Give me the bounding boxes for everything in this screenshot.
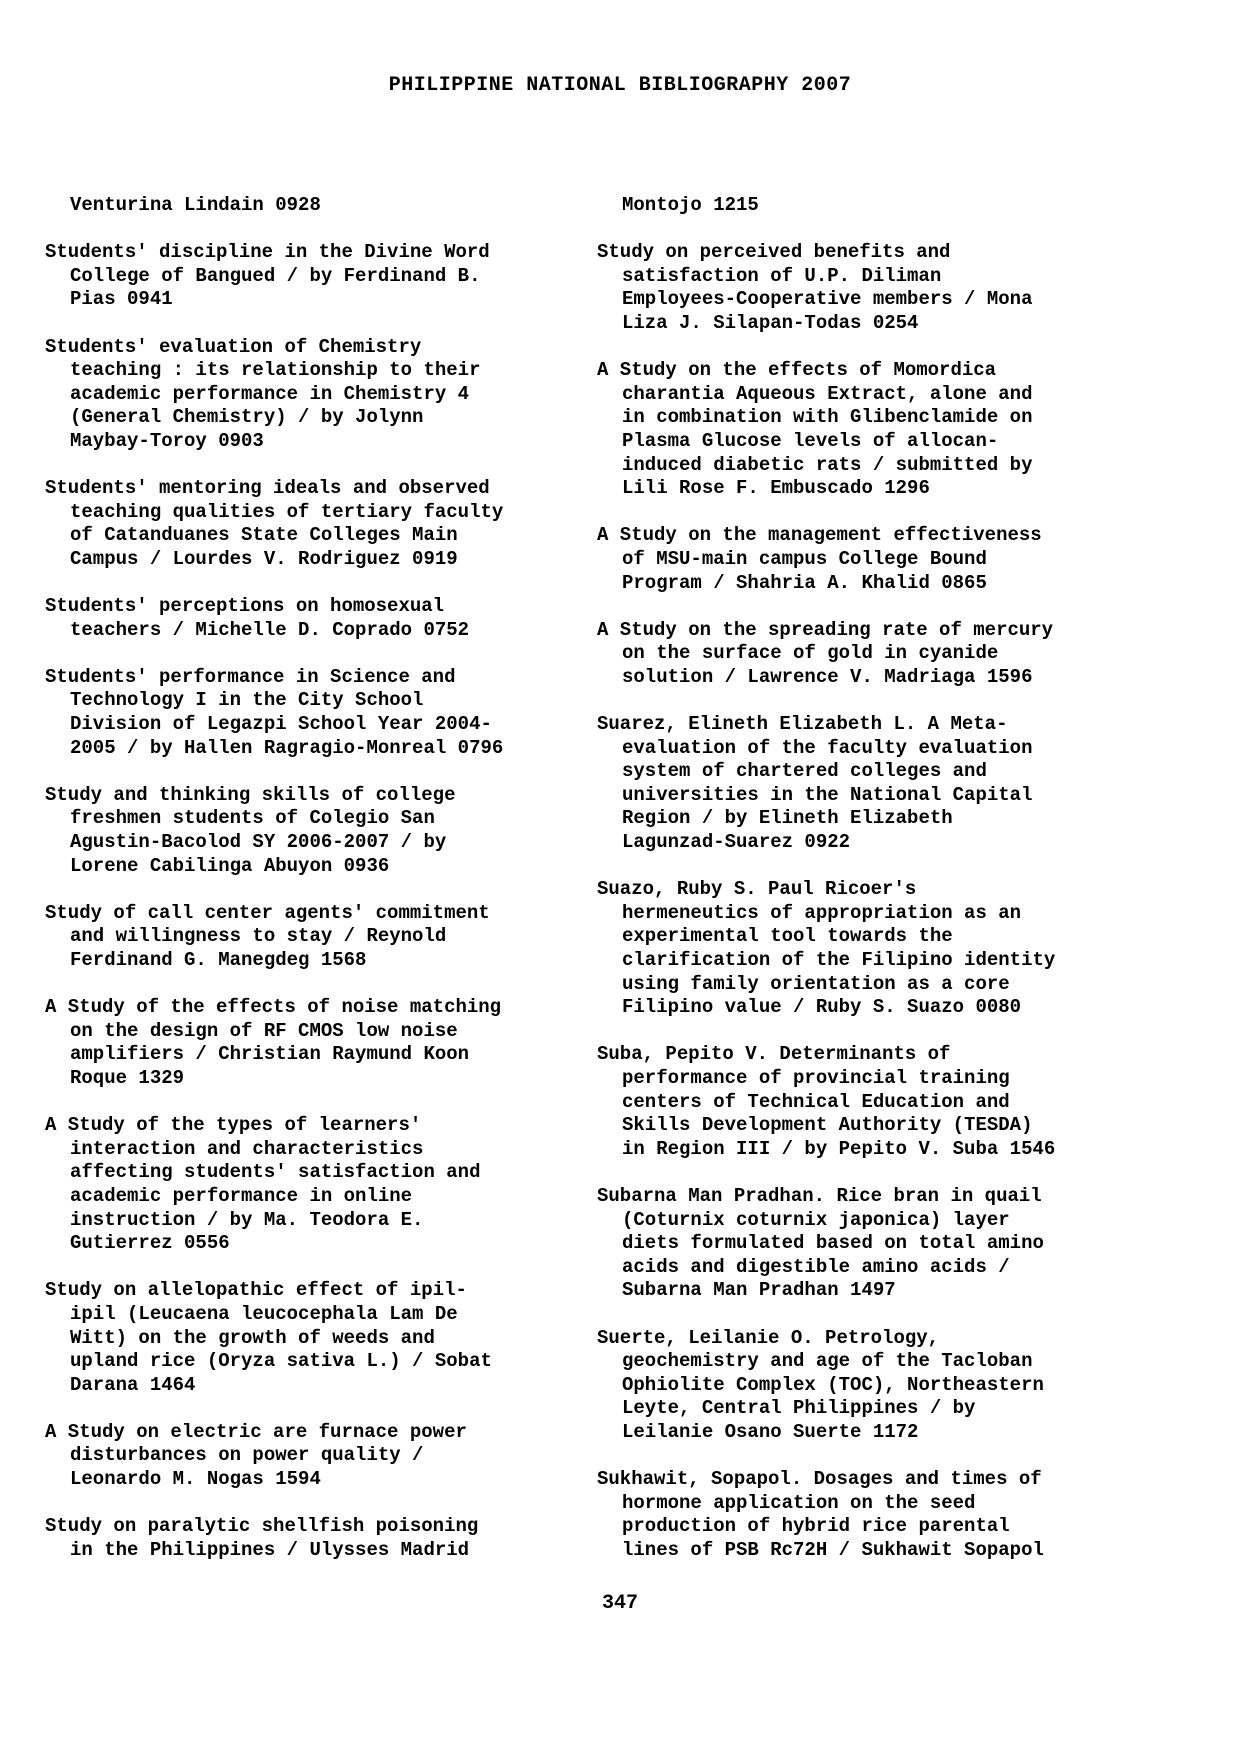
bibliography-entry: Study on allelopathic effect of ipil- ipil (Leucaena leucocephala Lam De Witt) on the growth of weeds and upland rice (Oryza sativa L.) / Sobat Darana 1464 (45, 1279, 492, 1396)
bibliography-entry: A Study of the types of learners' interaction and characteristics affecting students' satisfaction and academic performance in online instruction / by Ma. Teodora E. Gutierrez 0556 (45, 1114, 481, 1255)
bibliography-entry: Students' perceptions on homosexual teachers / Michelle D. Coprado 0752 (45, 595, 470, 641)
left-column (45, 194, 585, 1586)
bibliography-entry: A Study of the effects of noise matching on the design of RF CMOS low noise amplifiers / Christian Raymund Koon Roque 1329 (45, 996, 502, 1089)
page-header-title: PHILIPPINE NATIONAL BIBLIOGRAPHY 2007 (388, 74, 852, 97)
continuation-entry: Montojo 1215 (622, 194, 759, 216)
bibliography-entry: Study of call center agents' commitment and willingness to stay / Reynold Ferdinand G. Manegdeg 1568 (45, 901, 490, 971)
bibliography-entry: Subarna Man Pradhan. Rice bran in quail (Coturnix coturnix japonica) layer diets formulated based on total amino acids and digestible amino acids / Subarna Man Pradhan 1497 (597, 1184, 1044, 1302)
bibliography-entry: Students' performance in Science and Technology I in the City School Division of Legazpi School Year 2004- 2005 / by Hallen Ragragio-Monreal 0796 (45, 665, 504, 759)
bibliography-entry: Students' evaluation of Chemistry teaching : its relationship to their academic performance in Chemistry 4 (General Chemistry) / by Jolynn Maybay-Toroy 0903 (45, 335, 481, 452)
bibliography-entry: A Study on the effects of Momordica charantia Aqueous Extract, alone and in combination with Glibenclamide on Plasma Glucose levels of allocan- induced diabetic rats / submitted by Lili Rose F. Embuscado 1296 (597, 359, 1033, 500)
continuation-entry: Venturina Lindain 0928 (70, 194, 321, 216)
bibliography-entry: Suba, Pepito V. Determinants of performance of provincial training centers of Technical Education and Skills Development Authority (TESDA) in Region III / by Pepito V. Suba 1546 (597, 1043, 1056, 1160)
bibliography-entry: Sukhawit, Sopapol. Dosages and times of hormone application on the seed production of hybrid rice parental lines of PSB Rc72H / Sukhawit Sopapol (597, 1468, 1044, 1561)
bibliography-entry: Students' discipline in the Divine Word College of Bangued / by Ferdinand B. Pias 0941 (45, 241, 490, 311)
bibliography-entry: Suazo, Ruby S. Paul Ricoer's hermeneutics of appropriation as an experimental tool towards the clarification of the Filipino identity using family orientation as a core Filipino value / Ruby S. Suazo 0080 (597, 878, 1056, 1019)
bibliography-entry: Study on perceived benefits and satisfaction of U.P. Diliman Employees-Cooperative members / Mona Liza J. Silapan-Todas 0254 (597, 241, 1033, 334)
bibliography-entry: Study and thinking skills of college freshmen students of Colegio San Agustin-Bacolod SY 2006-2007 / by Lorene Cabilinga Abuyon 0936 (45, 783, 456, 877)
bibliography-entry: Suerte, Leilanie O. Petrology, geochemistry and age of the Tacloban Ophiolite Complex (TOC), Northeastern Leyte, Central Philippines / by Leilanie Osano Suerte 1172 (597, 1326, 1044, 1443)
page-number: 347 (601, 1592, 638, 1615)
bibliography-entry: A Study on electric are furnace power disturbances on power quality / Leonardo M. Nogas 1594 (45, 1420, 467, 1491)
bibliography-entry: Suarez, Elineth Elizabeth L. A Meta- evaluation of the faculty evaluation system of chartered colleges and universities in the National Capital Region / by Elineth Elizabeth Lagunzad-Suarez 0922 (597, 713, 1033, 854)
right-column (597, 194, 1137, 1586)
bibliography-entry: Study on paralytic shellfish poisoning in the Philippines / Ulysses Madrid (45, 1515, 479, 1561)
bibliography-entry: Students' mentoring ideals and observed teaching qualities of tertiary faculty of Catanduanes State Colleges Main Campus / Lourdes V. Rodriguez 0919 (45, 477, 504, 570)
bibliography-entry: A Study on the spreading rate of mercury on the surface of gold in cyanide solution / Lawrence V. Madriaga 1596 (597, 618, 1054, 688)
bibliography-entry: A Study on the management effectiveness of MSU-main campus College Bound Program / Shahria A. Khalid 0865 (597, 524, 1042, 594)
